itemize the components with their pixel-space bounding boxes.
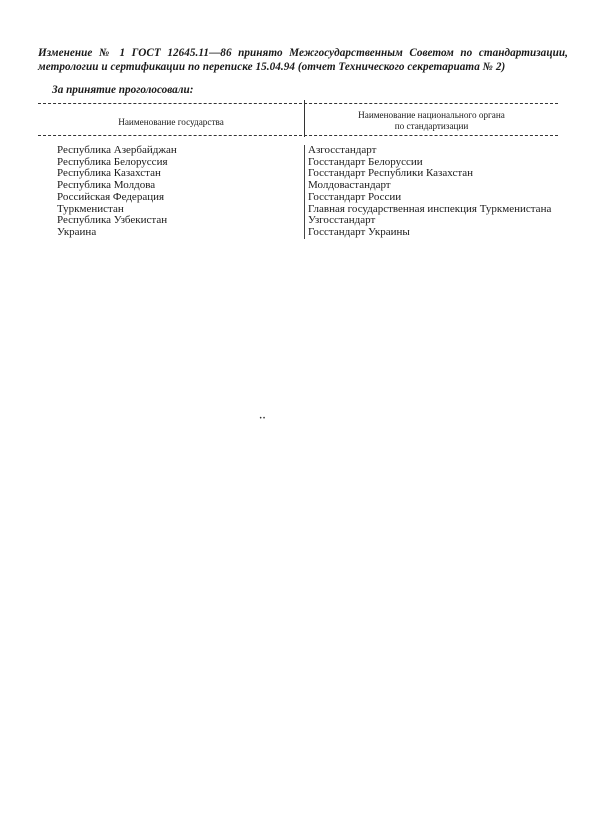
state-cell: Республика Молдова	[57, 179, 156, 192]
organ-cell: Азгосстандарт	[304, 145, 551, 157]
organ-cell: Госстандарт России	[304, 192, 551, 204]
state-cell: Республика Азербайджан	[57, 144, 177, 156]
organ-cell: Госстандарт Республики Казахстан	[304, 168, 551, 180]
state-cell: Украина	[57, 225, 97, 238]
state-cell: Республика Белоруссия	[57, 155, 168, 168]
voted-label: За принятие проголосовали:	[52, 84, 194, 96]
state-cell: Республика Казахстан	[57, 167, 161, 180]
organ-cell: Молдовастандарт	[304, 180, 551, 192]
organ-list	[304, 145, 551, 239]
state-cell: Туркменистан	[57, 202, 124, 215]
organ-cell: Главная государственная инспекция Туркменистана	[304, 204, 551, 216]
table-top-rule	[38, 103, 558, 104]
state-list	[57, 145, 177, 239]
organ-cell: Госстандарт Белоруссии	[304, 157, 551, 169]
scan-speck: ··	[259, 413, 266, 424]
column-header-organ	[305, 110, 558, 132]
amendment-heading: Изменение № 1 ГОСТ 12645.11—86 принято Межгосударственным Советом по стандартизации, метрологии и сертификации по переписке 15.04.94 (отчет Технического секретариата № 2)	[38, 47, 568, 73]
state-cell: Российская Федерация	[57, 190, 165, 203]
table-header-rule	[38, 135, 558, 136]
column-header-organ-line2: по стандартизации	[394, 121, 469, 131]
state-cell: Республика Узбекистан	[57, 214, 168, 227]
organ-cell: Госстандарт Украины	[304, 227, 551, 239]
column-header-state: Наименование государства	[118, 117, 224, 127]
organ-cell: Узгосстандарт	[304, 215, 551, 227]
column-header-organ-line1: Наименование национального органа	[358, 110, 505, 120]
